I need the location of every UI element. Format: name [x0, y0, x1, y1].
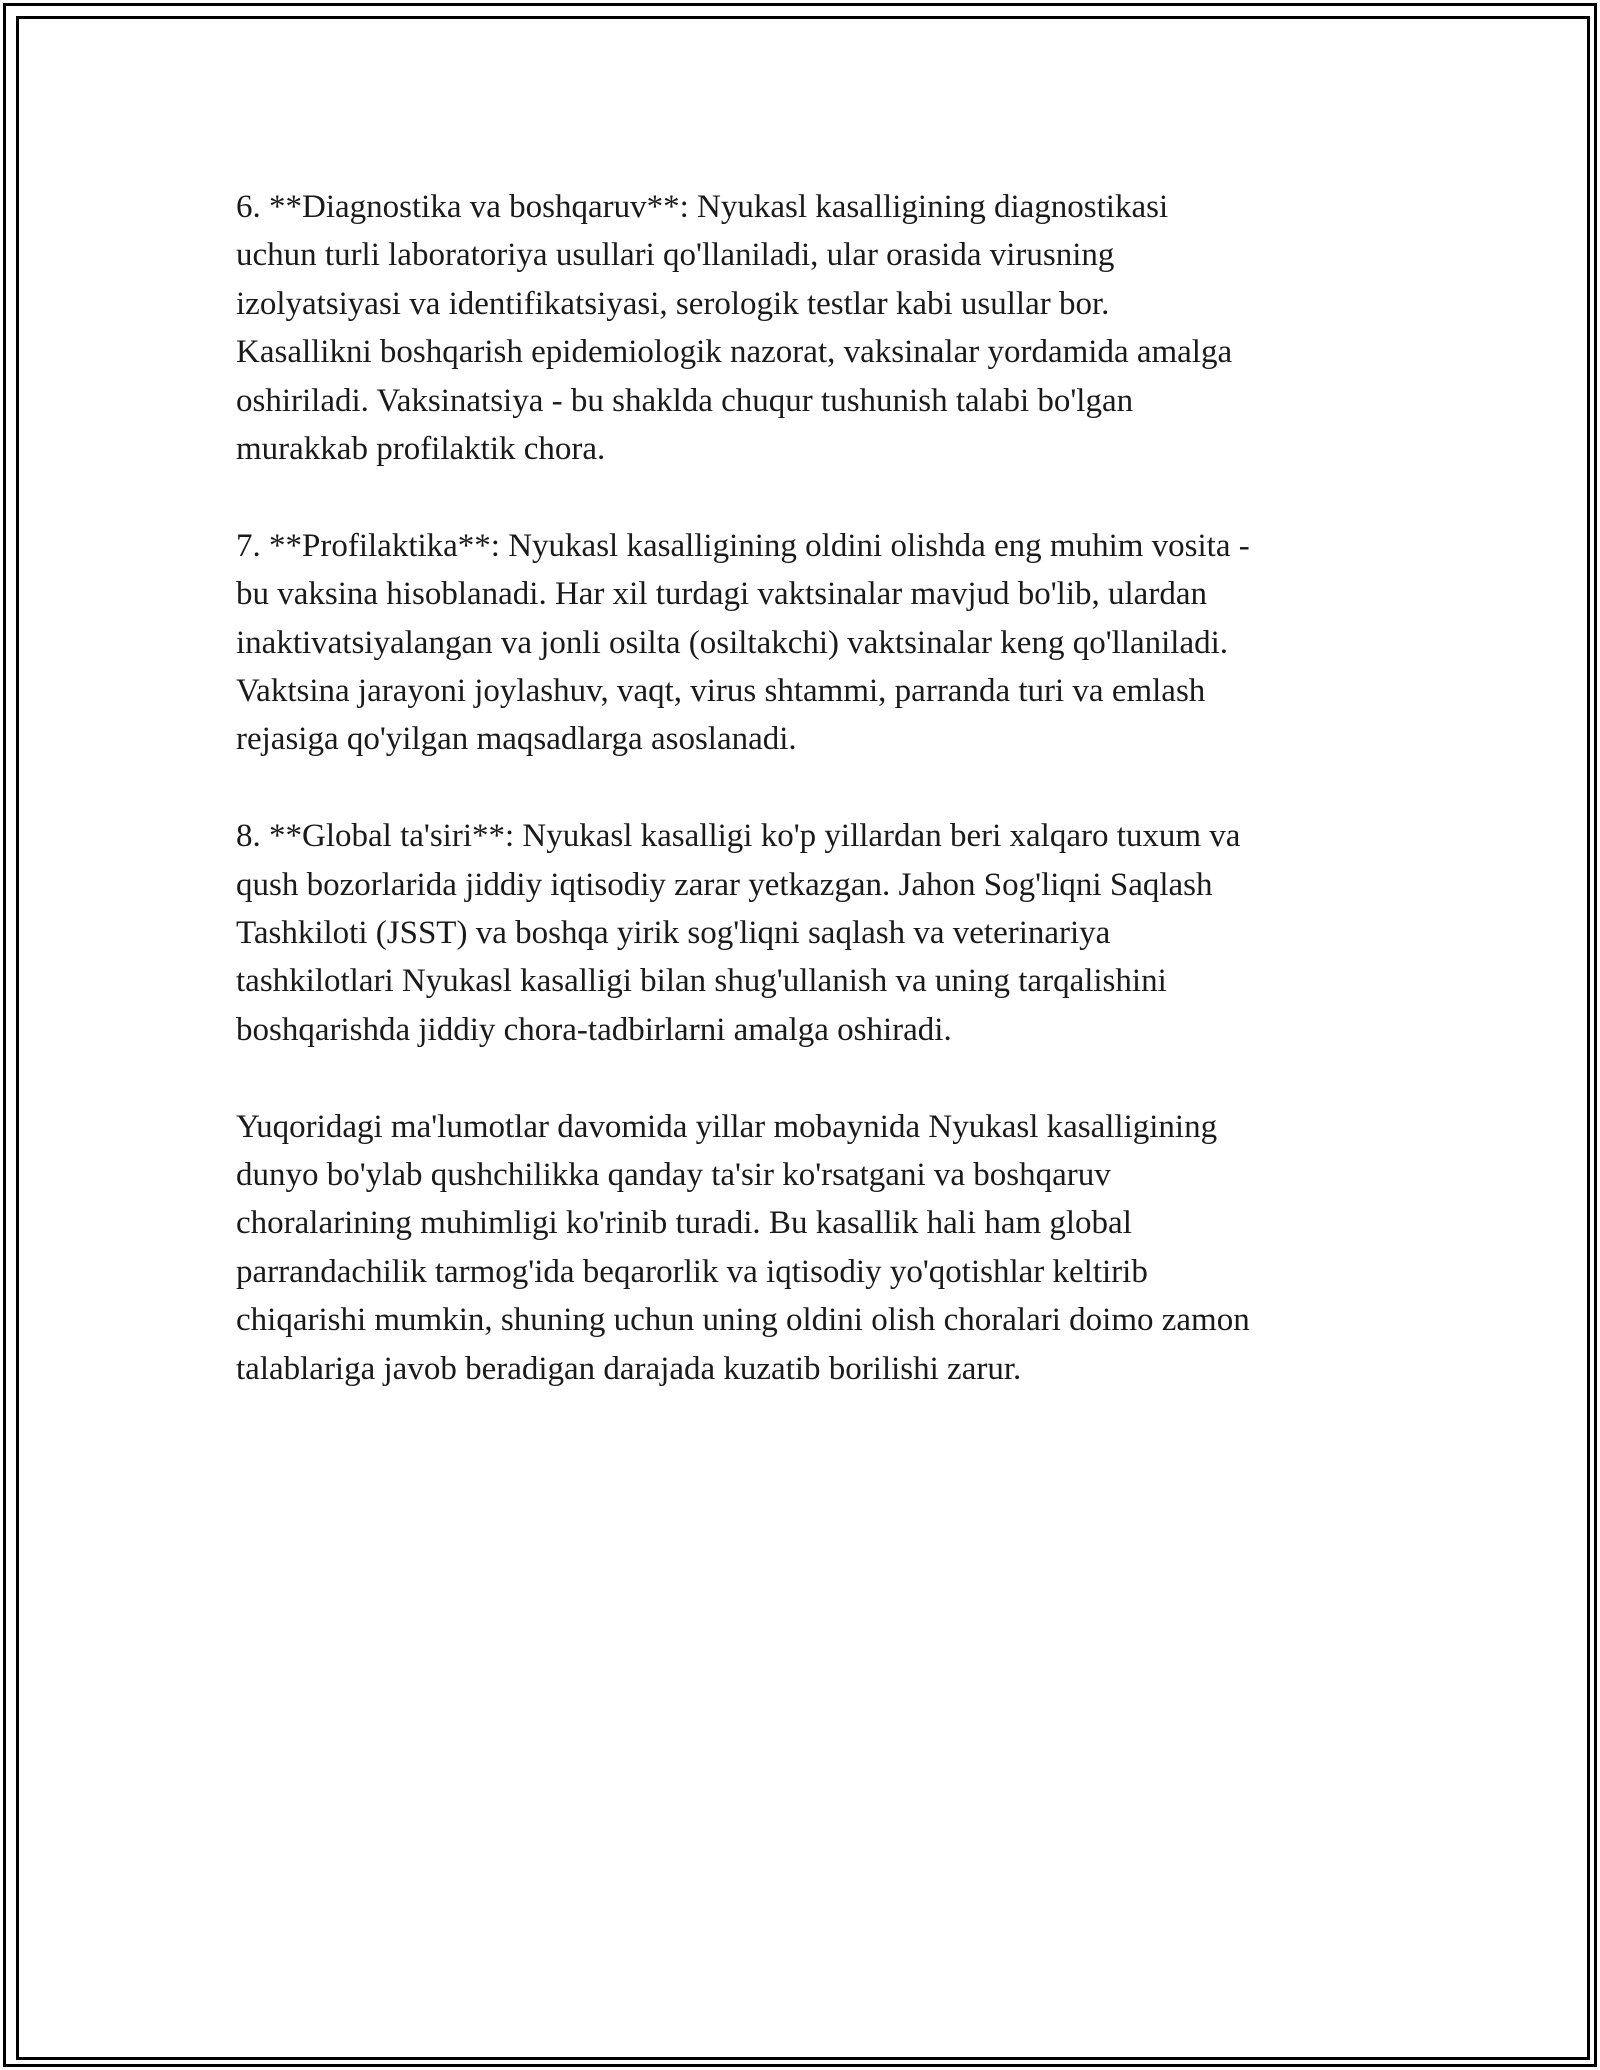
text-line: dunyo bo'ylab qushchilikka qanday ta'sir ko'rsatgani va boshqaruv — [236, 1157, 1111, 1194]
text-line: 8. **Global ta'siri**: Nyukasl kasalligi ko'p yillardan beri xalqaro tuxum va — [236, 818, 1241, 855]
text-line: chiqarishi mumkin, shuning uchun uning oldini olish choralari doimo zamon — [236, 1302, 1250, 1339]
paragraph-diagnostika — [236, 183, 1386, 473]
text-line: Yuqoridagi ma'lumotlar davomida yillar mobaynida Nyukasl kasalligining — [236, 1108, 1218, 1145]
paragraph-global — [236, 812, 1386, 1054]
text-line: oshiriladi. Vaksinatsiya - bu shaklda chuqur tushunish talabi bo'lgan — [236, 382, 1134, 419]
text-line: 7. **Profilaktika**: Nyukasl kasalligining oldini olishda eng muhim vosita - — [236, 527, 1250, 564]
text-line: parrandachilik tarmog'ida beqarorlik va iqtisodiy yo'qotishlar keltirib — [236, 1253, 1148, 1290]
text-line: talablariga javob beradigan darajada kuzatib borilishi zarur. — [236, 1350, 1022, 1387]
text-line: izolyatsiyasi va identifikatsiyasi, serologik testlar kabi usullar bor. — [236, 285, 1110, 322]
text-line: tashkilotlari Nyukasl kasalligi bilan shug'ullanish va uning tarqalishini — [236, 963, 1167, 1000]
text-line: Kasallikni boshqarish epidemiologik nazorat, vaksinalar yordamida amalga — [236, 334, 1233, 371]
text-line: boshqarishda jiddiy chora-tadbirlarni amalga oshiradi. — [236, 1011, 952, 1048]
text-line: qush bozorlarida jiddiy iqtisodiy zarar yetkazgan. Jahon Sog'liqni Saqlash — [236, 866, 1213, 903]
text-line: uchun turli laboratoriya usullari qo'llaniladi, ular orasida virusning — [236, 237, 1115, 274]
text-line: 6. **Diagnostika va boshqaruv**: Nyukasl kasalligining diagnostikasi — [236, 189, 1169, 225]
document-body — [236, 183, 1386, 1442]
paragraph-profilaktika — [236, 522, 1386, 764]
text-line: murakkab profilaktik chora. — [236, 431, 606, 468]
text-line: inaktivatsiyalangan va jonli osilta (osiltakchi) vaktsinalar keng qo'llaniladi. — [236, 624, 1229, 661]
paragraph-xulosa — [236, 1103, 1386, 1393]
text-line: bu vaksina hisoblanadi. Har xil turdagi vaktsinalar mavjud bo'lib, ulardan — [236, 576, 1207, 613]
text-line: Tashkiloti (JSST) va boshqa yirik sog'liqni saqlash va veterinariya — [236, 915, 1111, 952]
text-line: Vaktsina jarayoni joylashuv, vaqt, virus shtammi, parranda turi va emlash — [236, 673, 1206, 710]
text-line: rejasiga qo'yilgan maqsadlarga asoslanadi. — [236, 721, 797, 758]
text-line: choralarining muhimligi ko'rinib turadi. Bu kasallik hali ham global — [236, 1205, 1132, 1242]
